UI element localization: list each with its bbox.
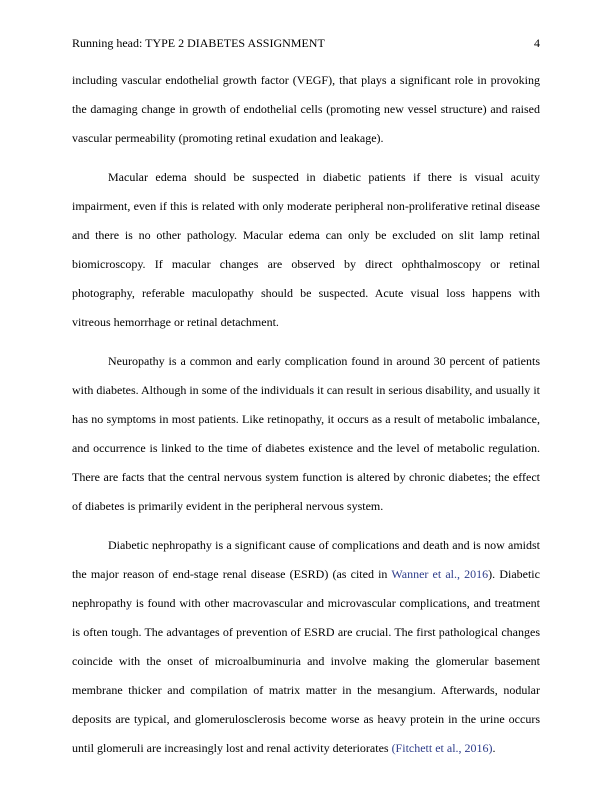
citation-fitchett: (Fitchett et al., 2016) (391, 741, 493, 755)
running-header (72, 36, 540, 50)
document-body (72, 66, 540, 773)
nephropathy-text-middle: ). Diabetic nephropathy is found with other macrovascular and microvascular complications, and treatment is often tough. The advantages of prevention of ESRD are crucial. The first pathological changes coincide with the onset of microalbuminuria and involve making the glomerular basement membrane thicker and compilation of matrix matter in the mesangium. Afterwards, nodular deposits are typical, and glomerulosclerosis become worse as heavy protein in the urine occurs until glomeruli are increasingly lost and renal activity deteriorates (72, 567, 540, 755)
paragraph-macular-edema: Macular edema should be suspected in diabetic patients if there is visual acuity impairment, even if this is related with only moderate peripheral non-proliferative retinal disease and there is no other pathology. Macular edema can only be excluded on slit lamp retinal biomicroscopy. If macular changes are observed by direct ophthalmoscopy or retinal photography, referable maculopathy should be suspected. Acute visual loss happens with vitreous hemorrhage or retinal detachment. (72, 170, 540, 329)
paragraph-vegf: including vascular endothelial growth factor (VEGF), that plays a significant role in provoking the damaging change in growth of endothelial cells (promoting new vessel structure) and raised vascular permeability (promoting retinal exudation and leakage). (72, 73, 540, 145)
running-head-title: Running head: TYPE 2 DIABETES ASSIGNMENT (72, 36, 325, 50)
paragraph-nephropathy (72, 531, 540, 763)
nephropathy-text-start: Diabetic nephropathy is a significant cause of complications and death and is now amidst the major reason of end-stage renal disease (ESRD) (as cited in (72, 538, 540, 581)
citation-wanner: Wanner et al., 2016 (391, 567, 489, 581)
nephropathy-text-end: . (492, 741, 496, 755)
page-number: 4 (534, 36, 540, 50)
paragraph-neuropathy: Neuropathy is a common and early complication found in around 30 percent of patients with diabetes. Although in some of the individuals it can result in serious disability, and usually it has no symptoms in most patients. Like retinopathy, it occurs as a result of metabolic imbalance, and occurrence is linked to the time of diabetes existence and the level of metabolic regulation. There are facts that the central nervous system function is altered by chronic diabetes; the effect of diabetes is primarily evident in the peripheral nervous system. (72, 354, 540, 513)
